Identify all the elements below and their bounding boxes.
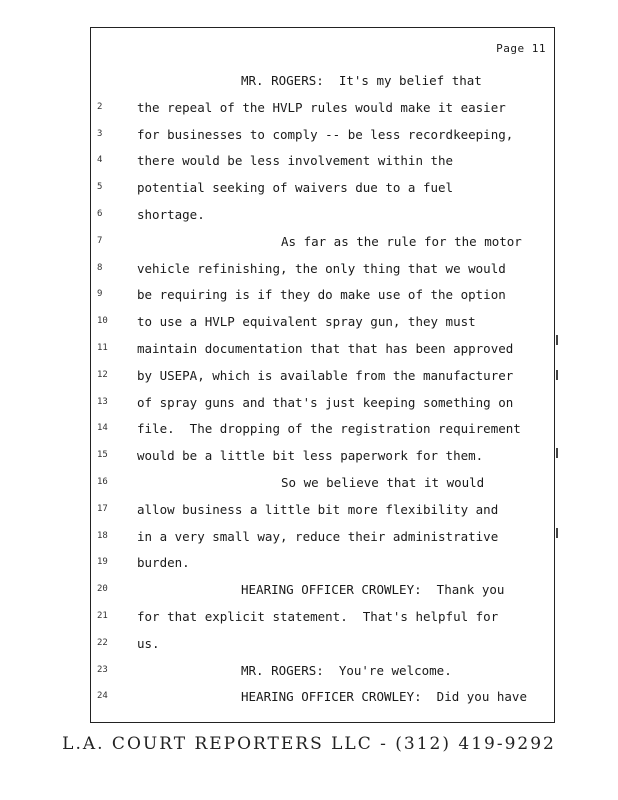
transcript-line [91, 207, 554, 223]
line-number: 7 [97, 235, 103, 246]
transcript-line [91, 287, 554, 303]
line-number: 19 [97, 557, 108, 568]
transcript-line [91, 529, 554, 545]
line-text: MR. ROGERS: It's my belief that [241, 73, 482, 88]
line-number: 5 [97, 182, 103, 193]
transcript-line [91, 153, 554, 169]
line-text: in a very small way, reduce their administrative [137, 528, 499, 544]
line-number: 15 [97, 450, 108, 461]
line-number: 16 [97, 477, 108, 487]
bottom-rule [90, 722, 555, 723]
line-number: 11 [97, 343, 108, 353]
page-number: Page 11 [496, 42, 546, 55]
line-text: of spray guns and that's just keeping something on [137, 394, 514, 410]
transcript-line [91, 234, 554, 250]
line-number: 2 [97, 101, 103, 112]
transcript-line [91, 341, 554, 357]
line-number: 24 [97, 691, 108, 702]
line-text: us. [137, 635, 160, 651]
line-number: 6 [97, 209, 103, 219]
line-number: 21 [97, 611, 108, 621]
transcript-line [91, 555, 554, 571]
transcript-page [90, 27, 555, 723]
line-number: 18 [97, 530, 108, 541]
line-text: burden. [137, 555, 190, 571]
line-text: there would be less involvement within the [137, 153, 454, 169]
line-text: by USEPA, which is available from the manufacturer [137, 367, 514, 383]
line-number: 17 [97, 503, 108, 514]
line-number: 20 [97, 584, 108, 595]
transcript-line [91, 127, 554, 143]
transcript-line [91, 663, 554, 679]
line-number: 14 [97, 423, 108, 434]
transcript-line [91, 475, 554, 491]
line-text: the repeal of the HVLP rules would make it easier [137, 99, 506, 115]
line-number: 8 [97, 262, 103, 273]
line-number: 4 [97, 155, 103, 166]
transcript-line [91, 502, 554, 518]
transcript-line [91, 261, 554, 277]
line-number: 12 [97, 369, 108, 380]
line-text: HEARING OFFICER CROWLEY: Thank you [241, 582, 505, 598]
transcript-line [91, 314, 554, 330]
line-text: for that explicit statement. That's helpful for [137, 609, 499, 624]
margin-mark [556, 335, 558, 345]
line-text: As far as the rule for the motor [281, 233, 522, 249]
line-text: would be a little bit less paperwork for them. [137, 448, 484, 464]
transcript-line [91, 100, 554, 116]
margin-mark [556, 448, 558, 458]
transcript-line [91, 421, 554, 437]
line-number: 22 [97, 637, 108, 648]
transcript-line [91, 395, 554, 411]
transcript-line [91, 609, 554, 625]
line-text: shortage. [137, 207, 205, 222]
line-text: be requiring is if they do make use of the option [137, 287, 506, 303]
line-text: potential seeking of waivers due to a fuel [137, 180, 454, 196]
line-text: HEARING OFFICER CROWLEY: Did you have [241, 689, 527, 705]
line-number: 23 [97, 664, 108, 675]
transcript-line [91, 73, 554, 89]
transcript-line [91, 180, 554, 196]
line-text: allow business a little bit more flexibility and [137, 501, 499, 517]
line-number: 10 [97, 316, 108, 327]
line-number: 3 [97, 128, 103, 139]
line-text: So we believe that it would [281, 475, 485, 490]
transcript-line [91, 368, 554, 384]
line-text: to use a HVLP equivalent spray gun, they must [137, 314, 476, 330]
transcript-line [91, 582, 554, 598]
line-text: for businesses to comply -- be less recordkeeping, [137, 126, 514, 142]
transcript-line [91, 448, 554, 464]
line-number: 9 [97, 289, 103, 300]
transcript-line [91, 636, 554, 652]
line-text: file. The dropping of the registration requirement [137, 421, 521, 437]
line-text: MR. ROGERS: You're welcome. [241, 662, 452, 678]
margin-mark [556, 370, 558, 380]
line-text: maintain documentation that that has been approved [137, 341, 514, 356]
line-number: 13 [97, 396, 108, 407]
line-text: vehicle refinishing, the only thing that we would [137, 260, 506, 276]
transcript-line [91, 689, 554, 705]
reporter-footer: L.A. COURT REPORTERS LLC - (312) 419-9292 [62, 734, 556, 754]
margin-mark [556, 528, 558, 538]
